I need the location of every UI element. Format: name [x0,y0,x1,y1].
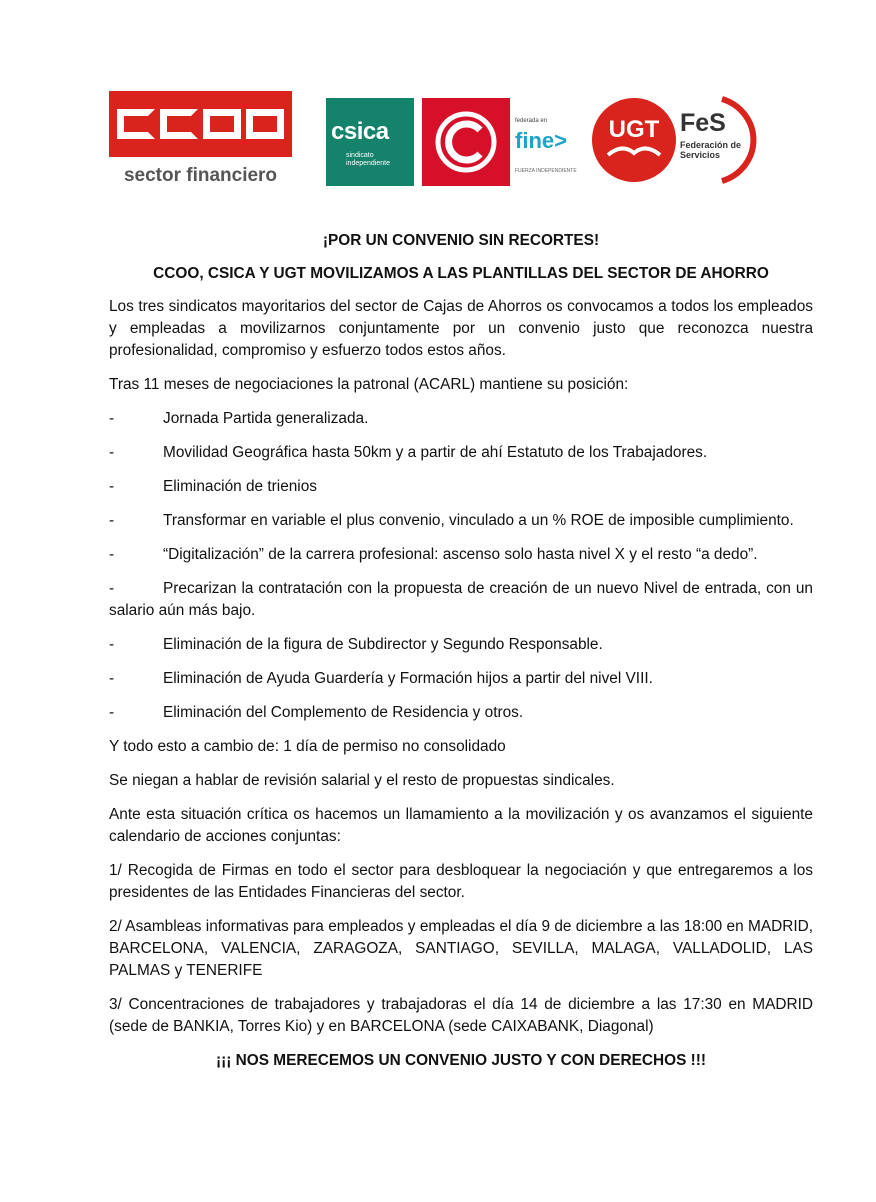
fine-logo: fine> [515,128,567,153]
trade-off-paragraph: Y todo esto a cambio de: 1 día de permiso no consolidado [109,738,506,755]
csica-logo-text: csica [331,118,389,145]
logo-header [0,0,876,200]
patronal-paragraph: Tras 11 meses de negociaciones la patronal (ACARL) mantiene su posición: [109,376,629,393]
closing-slogan: ¡¡¡ NOS MERECEMOS UN CONVENIO JUSTO Y CON DERECHOS !!! [216,1052,706,1069]
list-item: - Transformar en variable el plus convenio, vinculado a un % ROE de imposible cumplimiento. [109,512,794,529]
fes-logo: FeS [680,109,726,137]
csica-emblem-icon [422,98,510,186]
action-item-3: 3/ Concentraciones de trabajadores y trabajadoras el día 14 de diciembre a las 17:30 en MADRID (sede de BANKIA, Torres Kio) y en BARCELONA (sede CAIXABANK, Diagonal) [109,996,813,1035]
fes-subtitle: Federación de Servicios [680,140,742,160]
action-item-1: 1/ Recogida de Firmas en todo el sector para desbloquear la negociación y que entregaremos a los presidentes de las Entidades Financieras del sector. [109,862,813,901]
document-body [109,230,813,1084]
list-item: - Eliminación de Ayuda Guardería y Formación hijos a partir del nivel VIII. [109,670,653,687]
ugt-logo-text: UGT [608,116,660,143]
list-item: - Jornada Partida generalizada. [109,410,369,427]
action-item-2: 2/ Asambleas informativas para empleados y empleadas el día 9 de diciembre a las 18:00 en MADRID, BARCELONA, VALENCIA, ZARAGOZA, SANTIAGO, SEVILLA, MALAGA, VALLADOLID, LAS PALMAS y TENERIFE [109,918,813,979]
fine-subtitle: FUERZA INDEPENDIENTE [515,168,577,174]
list-item: - Eliminación de trienios [109,478,317,495]
list-item: - Movilidad Geográfica hasta 50km y a partir de ahí Estatuto de los Trabajadores. [109,444,708,461]
list-item: - Eliminación del Complemento de Residencia y otros. [109,704,524,721]
refusal-paragraph: Se niegan a hablar de revisión salarial y el resto de propuestas sindicales. [109,772,615,789]
document-title: ¡POR UN CONVENIO SIN RECORTES! [322,232,600,249]
call-to-action-paragraph: Ante esta situación crítica os hacemos un llamamiento a la movilización y os avanzamos el siguiente calendario de acciones conjuntas: [109,806,813,845]
intro-paragraph: Los tres sindicatos mayoritarios del sector de Cajas de Ahorros os convocamos a todos los empleados y empleadas a movilizarnos conjuntamente por un convenio justo que reconozca nuestra profesionalidad, compromiso y esfuerzo todos estos años. [109,298,813,359]
list-item: - Precarizan la contratación con la propuesta de creación de un nuevo Nivel de entrada, con un salario aún más bajo. [109,580,813,619]
document-subtitle: CCOO, CSICA Y UGT MOVILIZAMOS A LAS PLANTILLAS DEL SECTOR DE AHORRO [153,265,769,282]
ccoo-logo-letters [109,101,292,147]
csica-logo [326,98,414,186]
csica-logo-subtext: sindicato independiente [346,152,390,167]
fine-caption: federada en [515,118,548,124]
list-item: - Eliminación de la figura de Subdirector y Segundo Responsable. [109,636,603,653]
ccoo-subtitle: sector financiero [123,165,278,186]
ccoo-logo [109,91,292,157]
list-item: - “Digitalización” de la carrera profesional: ascenso solo hasta nivel X y el resto “a dedo”. [109,546,758,563]
c-emblem-icon [422,98,510,186]
